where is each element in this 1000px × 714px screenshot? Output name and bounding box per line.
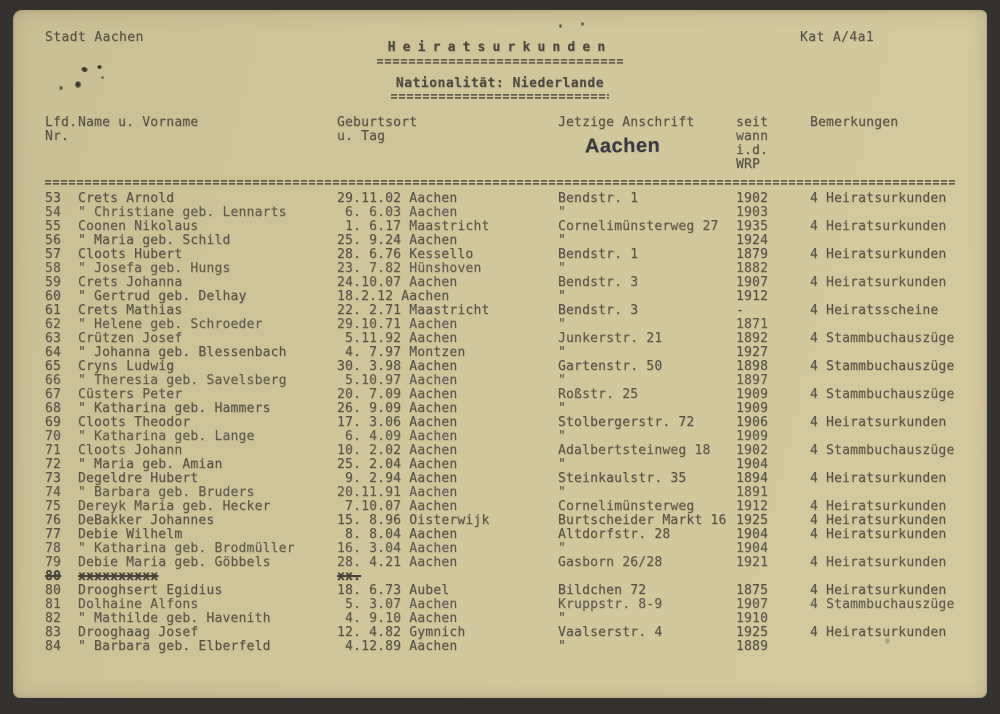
cell-seit-wann: 1903 [736, 205, 769, 220]
cell-geburtsort-tag: 23. 7.82 Hünshoven [337, 261, 482, 276]
table-row [45, 360, 967, 374]
cell-seit-wann: - [736, 303, 745, 318]
table-row [45, 514, 967, 528]
cell-lfd-nr: 70 [45, 429, 62, 444]
cell-geburtsort-tag: 5. 3.07 Aachen [337, 597, 458, 612]
cell-name-vorname: " Maria geb. Schild [78, 233, 231, 248]
cell-bemerkungen: 4 Heiratsurkunden [810, 625, 947, 640]
cell-geburtsort-tag: 16. 3.04 Aachen [337, 541, 458, 556]
cell-seit-wann: 1875 [736, 583, 769, 598]
cell-jetzige-anschrift: " [558, 639, 567, 654]
cell-seit-wann: 1907 [736, 597, 769, 612]
cell-jetzige-anschrift: Adalbertsteinweg 18 [558, 443, 711, 458]
cell-geburtsort-tag: 17. 3.06 Aachen [337, 415, 458, 430]
cell-lfd-nr: 57 [45, 247, 62, 262]
column-header-seit-wann: seit wann i.d. WRP [736, 115, 769, 172]
records-table [45, 192, 967, 654]
cell-geburtsort-tag: 6. 6.03 Aachen [337, 205, 458, 220]
cell-jetzige-anschrift: Kruppstr. 8-9 [558, 597, 663, 612]
cell-geburtsort-tag: 5.10.97 Aachen [337, 373, 458, 388]
cell-jetzige-anschrift: " [558, 611, 567, 626]
cell-bemerkungen: 4 Heiratsurkunden [810, 247, 947, 262]
table-row [45, 388, 967, 402]
header-separator-line [45, 180, 955, 185]
cell-lfd-nr: 61 [45, 303, 62, 318]
cell-lfd-nr: 54 [45, 205, 62, 220]
cell-geburtsort-tag: 5.11.92 Aachen [337, 331, 458, 346]
cell-seit-wann: 1909 [736, 401, 769, 416]
cell-lfd-nr: 71 [45, 443, 62, 458]
column-header-lfd-nr: Lfd. Nr. [45, 115, 78, 144]
table-row [45, 542, 967, 556]
cell-jetzige-anschrift: Burtscheider Markt 16 [558, 513, 727, 528]
cell-bemerkungen [810, 206, 967, 220]
cell-name-vorname: xxxxxxxxxx [78, 569, 159, 584]
cell-lfd-nr: 79 [45, 555, 62, 570]
cell-geburtsort-tag: 15. 8.96 Oisterwijk [337, 513, 490, 528]
cell-jetzige-anschrift: Steinkaulstr. 35 [558, 471, 687, 486]
cell-name-vorname: " Katharina geb. Hammers [78, 401, 271, 416]
cell-lfd-nr: 74 [45, 485, 62, 500]
cell-bemerkungen: 4 Heiratsurkunden [810, 499, 947, 514]
cell-bemerkungen [810, 374, 967, 388]
cell-name-vorname: Cryns Ludwig [78, 359, 175, 374]
cell-seit-wann: 1925 [736, 513, 769, 528]
cell-name-vorname: Dolhaine Alfons [78, 597, 199, 612]
table-row [45, 332, 967, 346]
ink-smudge [80, 66, 88, 73]
cell-seit-wann: 1904 [736, 457, 769, 472]
table-row [45, 290, 967, 304]
cell-geburtsort-tag: 20. 7.09 Aachen [337, 387, 458, 402]
subtitle-underline [391, 94, 609, 99]
cell-lfd-nr: 65 [45, 359, 62, 374]
table-row [45, 402, 967, 416]
cell-geburtsort-tag: 10. 2.02 Aachen [337, 443, 458, 458]
cell-bemerkungen: 4 Heiratsurkunden [810, 513, 947, 528]
cell-geburtsort-tag: 1. 6.17 Maastricht [337, 219, 490, 234]
cell-geburtsort-tag: 24.10.07 Aachen [337, 275, 458, 290]
cell-jetzige-anschrift: Cornelimünsterweg 27 [558, 219, 719, 234]
cell-bemerkungen: 4 Heiratsscheine [810, 303, 939, 318]
ink-smudge [59, 86, 63, 90]
table-row [45, 598, 967, 612]
cell-jetzige-anschrift: " [558, 429, 567, 444]
cell-seit-wann: 1894 [736, 471, 769, 486]
table-row [45, 220, 967, 234]
cell-seit-wann: 1921 [736, 555, 769, 570]
column-header-geburtsort: Geburtsort u. Tag [337, 115, 418, 144]
cell-lfd-nr: 75 [45, 499, 62, 514]
cell-bemerkungen [810, 318, 967, 332]
table-row [45, 556, 967, 570]
cell-lfd-nr: 76 [45, 513, 62, 528]
cell-bemerkungen [810, 458, 967, 472]
ink-smudge [75, 81, 81, 88]
ink-smudge [97, 65, 102, 69]
cell-lfd-nr: 58 [45, 261, 62, 276]
cell-seit-wann: 1935 [736, 219, 769, 234]
aachen-rubber-stamp: Aachen [584, 134, 661, 158]
cell-lfd-nr: 56 [45, 233, 62, 248]
cell-geburtsort-tag: 4.12.89 Aachen [337, 639, 458, 654]
cell-jetzige-anschrift: Bendstr. 3 [558, 303, 639, 318]
cell-jetzige-anschrift: " [558, 457, 567, 472]
cell-jetzige-anschrift: " [558, 205, 567, 220]
table-row [45, 430, 967, 444]
cell-seit-wann: 1889 [736, 639, 769, 654]
cell-lfd-nr: 78 [45, 541, 62, 556]
cell-lfd-nr: 80 [45, 569, 62, 584]
page-title: Heiratsurkunden [387, 40, 613, 55]
cell-name-vorname: Cloots Johann [78, 443, 183, 458]
cell-seit-wann: 1910 [736, 611, 769, 626]
cell-jetzige-anschrift: " [558, 233, 567, 248]
column-header-name: Name u. Vorname [78, 115, 199, 130]
cell-lfd-nr: 83 [45, 625, 62, 640]
cell-seit-wann: 1892 [736, 331, 769, 346]
cell-lfd-nr: 62 [45, 317, 62, 332]
table-row [45, 444, 967, 458]
cell-bemerkungen [810, 262, 967, 276]
cell-bemerkungen [810, 612, 967, 626]
table-row [45, 304, 967, 318]
cell-jetzige-anschrift: Stolbergerstr. 72 [558, 415, 695, 430]
cell-lfd-nr: 82 [45, 611, 62, 626]
cell-lfd-nr: 67 [45, 387, 62, 402]
cell-name-vorname: Crets Mathias [78, 303, 183, 318]
cell-name-vorname: Degeldre Hubert [78, 471, 199, 486]
table-row [45, 458, 967, 472]
cell-geburtsort-tag: 25. 2.04 Aachen [337, 457, 458, 472]
cell-name-vorname: " Katharina geb. Brodmüller [78, 541, 295, 556]
table-row [45, 640, 967, 654]
cell-bemerkungen: 4 Heiratsurkunden [810, 275, 947, 290]
table-row [45, 584, 967, 598]
table-row [45, 206, 967, 220]
column-header-bemerkungen: Bemerkungen [810, 115, 899, 130]
cell-name-vorname: Coonen Nikolaus [78, 219, 199, 234]
cell-jetzige-anschrift: " [558, 261, 567, 276]
cell-name-vorname: " Theresia geb. Savelsberg [78, 373, 287, 388]
cell-geburtsort-tag: 4. 9.10 Aachen [337, 611, 458, 626]
cell-seit-wann: 1902 [736, 443, 769, 458]
table-row [45, 528, 967, 542]
table-row [45, 570, 967, 584]
cell-geburtsort-tag: 28. 4.21 Aachen [337, 555, 458, 570]
cell-jetzige-anschrift: Vaalserstr. 4 [558, 625, 663, 640]
cell-jetzige-anschrift: " [558, 345, 567, 360]
cell-bemerkungen: 4 Heiratsurkunden [810, 219, 947, 234]
ink-smudge [101, 76, 104, 79]
cell-jetzige-anschrift: Altdorfstr. 28 [558, 527, 671, 542]
table-header-row [45, 116, 967, 172]
cell-geburtsort-tag: 8. 8.04 Aachen [337, 527, 458, 542]
table-row [45, 248, 967, 262]
cell-bemerkungen: 4 Stammbuchauszüge [810, 359, 955, 374]
cell-lfd-nr: 59 [45, 275, 62, 290]
table-row [45, 416, 967, 430]
cell-bemerkungen [810, 290, 967, 304]
ink-smudge [885, 638, 890, 644]
cell-bemerkungen [810, 234, 967, 248]
cell-seit-wann: 1882 [736, 261, 769, 276]
cell-seit-wann: 1904 [736, 541, 769, 556]
cell-jetzige-anschrift: " [558, 373, 567, 388]
table-row [45, 234, 967, 248]
cell-bemerkungen [810, 402, 967, 416]
table-row [45, 626, 967, 640]
cell-lfd-nr: 72 [45, 457, 62, 472]
ink-smudge [559, 24, 562, 28]
cell-geburtsort-tag: 9. 2.94 Aachen [337, 471, 458, 486]
cell-name-vorname: " Katharina geb. Lange [78, 429, 255, 444]
cell-name-vorname: Drooghsert Egidius [78, 583, 223, 598]
cell-bemerkungen: 4 Heiratsurkunden [810, 471, 947, 486]
cell-name-vorname: " Helene geb. Schroeder [78, 317, 263, 332]
cell-geburtsort-tag: 18. 6.73 Aubel [337, 583, 450, 598]
cell-name-vorname: Cüsters Peter [78, 387, 183, 402]
cell-bemerkungen: 4 Heiratsurkunden [810, 191, 947, 206]
cell-lfd-nr: 77 [45, 527, 62, 542]
cell-lfd-nr: 55 [45, 219, 62, 234]
cell-jetzige-anschrift: " [558, 485, 567, 500]
cell-jetzige-anschrift: Gartenstr. 50 [558, 359, 663, 374]
cell-jetzige-anschrift: Bildchen 72 [558, 583, 647, 598]
cell-name-vorname: Crets Johanna [78, 275, 183, 290]
cell-name-vorname: " Gertrud geb. Delhay [78, 289, 247, 304]
cell-geburtsort-tag: 18.2.12 Aachen [337, 289, 450, 304]
document-issuer: Stadt Aachen [45, 30, 144, 45]
cell-bemerkungen: 4 Stammbuchauszüge [810, 387, 955, 402]
cell-geburtsort-tag: 28. 6.76 Kessello [337, 247, 474, 262]
nationality-subtitle: Nationalität: Niederlande [395, 76, 605, 91]
cell-name-vorname: " Johanna geb. Blessenbach [78, 345, 287, 360]
cell-seit-wann: 1902 [736, 191, 769, 206]
cell-name-vorname: " Christiane geb. Lennarts [78, 205, 287, 220]
cell-name-vorname: " Mathilde geb. Havenith [78, 611, 271, 626]
cell-jetzige-anschrift [558, 570, 736, 584]
cell-seit-wann: 1907 [736, 275, 769, 290]
cell-geburtsort-tag: 22. 2.71 Maastricht [337, 303, 490, 318]
cell-geburtsort-tag: xx. [337, 569, 362, 584]
cell-bemerkungen: 4 Stammbuchauszüge [810, 331, 955, 346]
cell-bemerkungen [810, 430, 967, 444]
cell-lfd-nr: 66 [45, 373, 62, 388]
cell-geburtsort-tag: 29.11.02 Aachen [337, 191, 458, 206]
cell-geburtsort-tag: 12. 4.82 Gymnich [337, 625, 466, 640]
cell-name-vorname: " Barbara geb. Bruders [78, 485, 255, 500]
cell-seit-wann: 1925 [736, 625, 769, 640]
catalog-reference: Kat A/4a1 [800, 30, 875, 45]
table-row [45, 318, 967, 332]
cell-name-vorname: Debie Maria geb. Göbbels [78, 555, 271, 570]
table-row [45, 192, 967, 206]
cell-name-vorname: " Josefa geb. Hungs [78, 261, 231, 276]
cell-geburtsort-tag: 26. 9.09 Aachen [337, 401, 458, 416]
cell-bemerkungen: 4 Heiratsurkunden [810, 415, 947, 430]
cell-geburtsort-tag: 4. 7.97 Montzen [337, 345, 466, 360]
title-underline [377, 59, 623, 64]
cell-seit-wann: 1897 [736, 373, 769, 388]
table-row [45, 374, 967, 388]
table-row [45, 346, 967, 360]
cell-seit-wann: 1927 [736, 345, 769, 360]
cell-seit-wann [736, 570, 810, 584]
cell-name-vorname: " Maria geb. Amian [78, 457, 223, 472]
cell-geburtsort-tag: 6. 4.09 Aachen [337, 429, 458, 444]
cell-geburtsort-tag: 7.10.07 Aachen [337, 499, 458, 514]
cell-seit-wann: 1912 [736, 499, 769, 514]
cell-seit-wann: 1906 [736, 415, 769, 430]
cell-lfd-nr: 53 [45, 191, 62, 206]
cell-jetzige-anschrift: " [558, 401, 567, 416]
cell-seit-wann: 1871 [736, 317, 769, 332]
cell-bemerkungen: 4 Heiratsurkunden [810, 555, 947, 570]
cell-jetzige-anschrift: Roßstr. 25 [558, 387, 639, 402]
cell-jetzige-anschrift: Gasborn 26/28 [558, 555, 663, 570]
cell-jetzige-anschrift: " [558, 541, 567, 556]
cell-jetzige-anschrift: " [558, 317, 567, 332]
cell-seit-wann: 1904 [736, 527, 769, 542]
cell-name-vorname: DeBakker Johannes [78, 513, 215, 528]
scanned-document-page [13, 10, 987, 698]
cell-seit-wann: 1879 [736, 247, 769, 262]
cell-name-vorname: Drooghaag Josef [78, 625, 199, 640]
ink-smudge [581, 22, 584, 26]
cell-lfd-nr: 80 [45, 583, 62, 598]
table-row [45, 262, 967, 276]
cell-name-vorname: Dereyk Maria geb. Hecker [78, 499, 271, 514]
cell-lfd-nr: 64 [45, 345, 62, 360]
table-row [45, 486, 967, 500]
column-header-anschrift: Jetzige Anschrift Aachen [558, 115, 695, 158]
cell-lfd-nr: 69 [45, 415, 62, 430]
cell-bemerkungen [810, 486, 967, 500]
cell-name-vorname: " Barbara geb. Elberfeld [78, 639, 271, 654]
cell-seit-wann: 1912 [736, 289, 769, 304]
table-row [45, 612, 967, 626]
table-row [45, 500, 967, 514]
cell-bemerkungen: 4 Stammbuchauszüge [810, 597, 955, 612]
cell-geburtsort-tag: 30. 3.98 Aachen [337, 359, 458, 374]
cell-lfd-nr: 81 [45, 597, 62, 612]
cell-seit-wann: 1909 [736, 429, 769, 444]
cell-name-vorname: Cloots Theodor [78, 415, 191, 430]
cell-bemerkungen: 4 Heiratsurkunden [810, 527, 947, 542]
cell-seit-wann: 1909 [736, 387, 769, 402]
cell-jetzige-anschrift: Bendstr. 1 [558, 191, 639, 206]
cell-geburtsort-tag: 25. 9.24 Aachen [337, 233, 458, 248]
cell-lfd-nr: 73 [45, 471, 62, 486]
cell-name-vorname: Cloots Hubert [78, 247, 183, 262]
cell-name-vorname: Crets Arnold [78, 191, 175, 206]
cell-bemerkungen [810, 346, 967, 360]
cell-seit-wann: 1891 [736, 485, 769, 500]
cell-bemerkungen [810, 542, 967, 556]
cell-name-vorname: Crützen Josef [78, 331, 183, 346]
cell-lfd-nr: 63 [45, 331, 62, 346]
table-row [45, 472, 967, 486]
cell-jetzige-anschrift: " [558, 289, 567, 304]
cell-bemerkungen: 4 Stammbuchauszüge [810, 443, 955, 458]
cell-jetzige-anschrift: Cornelimünsterweg [558, 499, 695, 514]
cell-lfd-nr: 68 [45, 401, 62, 416]
cell-bemerkungen: 4 Heiratsurkunden [810, 583, 947, 598]
cell-jetzige-anschrift: Bendstr. 3 [558, 275, 639, 290]
cell-seit-wann: 1898 [736, 359, 769, 374]
cell-name-vorname: Debie Wilhelm [78, 527, 183, 542]
cell-bemerkungen [810, 570, 967, 584]
cell-lfd-nr: 60 [45, 289, 62, 304]
cell-lfd-nr: 84 [45, 639, 62, 654]
cell-jetzige-anschrift: Junkerstr. 21 [558, 331, 663, 346]
cell-seit-wann: 1924 [736, 233, 769, 248]
cell-geburtsort-tag: 29.10.71 Aachen [337, 317, 458, 332]
cell-jetzige-anschrift: Bendstr. 1 [558, 247, 639, 262]
cell-geburtsort-tag: 20.11.91 Aachen [337, 485, 458, 500]
table-row [45, 276, 967, 290]
